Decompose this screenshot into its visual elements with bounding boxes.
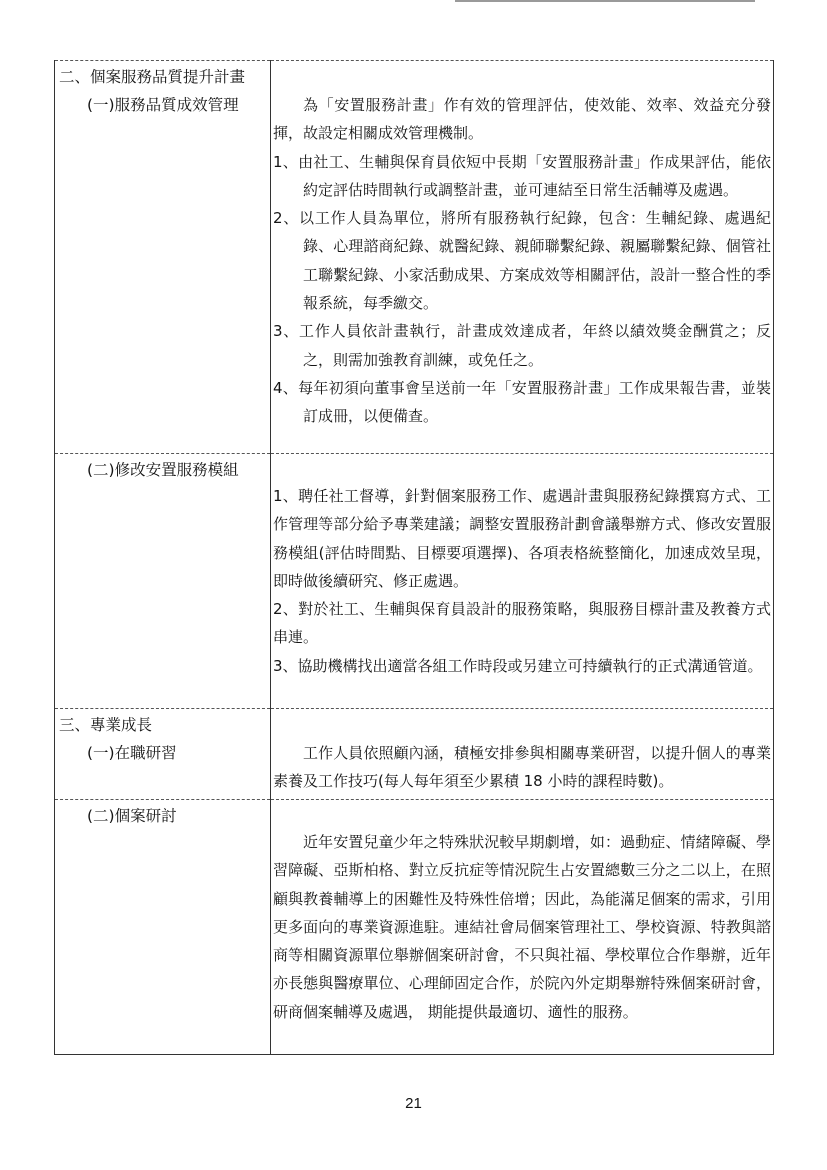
scan-top-rule: [455, 0, 755, 2]
cell-content: [271, 91, 773, 431]
cell-content: [271, 482, 773, 680]
list-item: 3、協助機構找出適當各組工作時段或另建立可持續執行的正式溝通管道。: [273, 656, 763, 675]
table-row: [55, 454, 774, 709]
left-cell: [55, 454, 271, 709]
list-item: 1、聘任社工督導，針對個案服務工作、處遇計畫與服務紀錄撰寫方式、工作管理等部分給予專業建議；調整安置服務計劃會議舉辦方式、修改安置服務模組(評估時間點、目標要項選擇)、各項表格統整簡化，加速成效呈現，即時做後續研究、修正處遇。: [273, 487, 771, 590]
table-row: [55, 709, 774, 800]
subsection-title: (二)修改安置服務模組: [87, 461, 239, 479]
cell-content: [271, 739, 773, 796]
right-cell: [271, 709, 774, 800]
list-item: 3、工作人員依計畫執行，計畫成效達成者，年終以績效獎金酬賞之；反之，則需加強教育訓練，或免任之。: [273, 322, 771, 369]
paragraph: 工作人員依照顧內涵，積極安排參與相關專業研習，以提升個人的專業素養及工作技巧(每人每年須至少累積 18 小時的課程時數)。: [273, 744, 771, 791]
table-row: [55, 61, 774, 454]
list-item: 2、對於社工、生輔與保育員設計的服務策略，與服務目標計畫及教養方式串連。: [273, 600, 771, 647]
paragraph: 近年安置兒童少年之特殊狀況較早期劇增，如：過動症、情緒障礙、學習障礙、亞斯柏格、對立反抗症等情況院生占安置總數三分之二以上，在照顧與教養輔導上的困難性及特殊性倍增；因此，為能滿足個案的需求，引用更多面向的專業資源進駐。連結社會局個案管理社工、學校資源、特教與諮商等相關資源單位舉辦個案研討會，不只與社福、學校單位合作舉辦，近年亦長態與醫療單位、心理師固定合作，於院內外定期舉辦特殊個案研討會，研商個案輔導及處遇， 期能提供最適切、適性的服務。: [273, 833, 771, 1021]
subsection-title: (二)個案研討: [87, 807, 177, 825]
subsection-title: (一)在職研習: [87, 744, 177, 762]
left-cell: [55, 800, 271, 1055]
page-number: 21: [405, 1095, 422, 1112]
paragraph: 為「安置服務計畫」作有效的管理評估，使效能、效率、效益充分發揮，故設定相關成效管理機制。: [273, 96, 771, 143]
list-item: 4、每年初須向董事會呈送前一年「安置服務計畫」工作成果報告書，並裝訂成冊，以便備查。: [273, 378, 771, 426]
right-cell: [271, 61, 774, 454]
section-title: 三、專業成長: [59, 716, 153, 734]
list-item: 2、以工作人員為單位，將所有服務執行紀錄，包含：生輔紀錄、處遇紀錄、心理諮商紀錄、就醫紀錄、親師聯繫紀錄、親屬聯繫紀錄、個管社工聯繫紀錄、小家活動成果、方案成效等相關評估，設計一整合性的季報系統，每季繳交。: [273, 209, 771, 313]
table-row: [55, 800, 774, 1055]
right-cell: [271, 800, 774, 1055]
right-cell: [271, 454, 774, 709]
left-cell: [55, 61, 271, 454]
plan-table: [54, 60, 774, 1055]
cell-content: [271, 828, 773, 1026]
left-cell: [55, 709, 271, 800]
list-item: 1、由社工、生輔與保育員依短中長期「安置服務計畫」作成果評估，能依約定評估時間執行或調整計畫，並可連結至日常生活輔導及處遇。: [273, 152, 771, 199]
subsection-title: (一)服務品質成效管理: [87, 96, 239, 114]
section-title: 二、個案服務品質提升計畫: [59, 68, 246, 86]
